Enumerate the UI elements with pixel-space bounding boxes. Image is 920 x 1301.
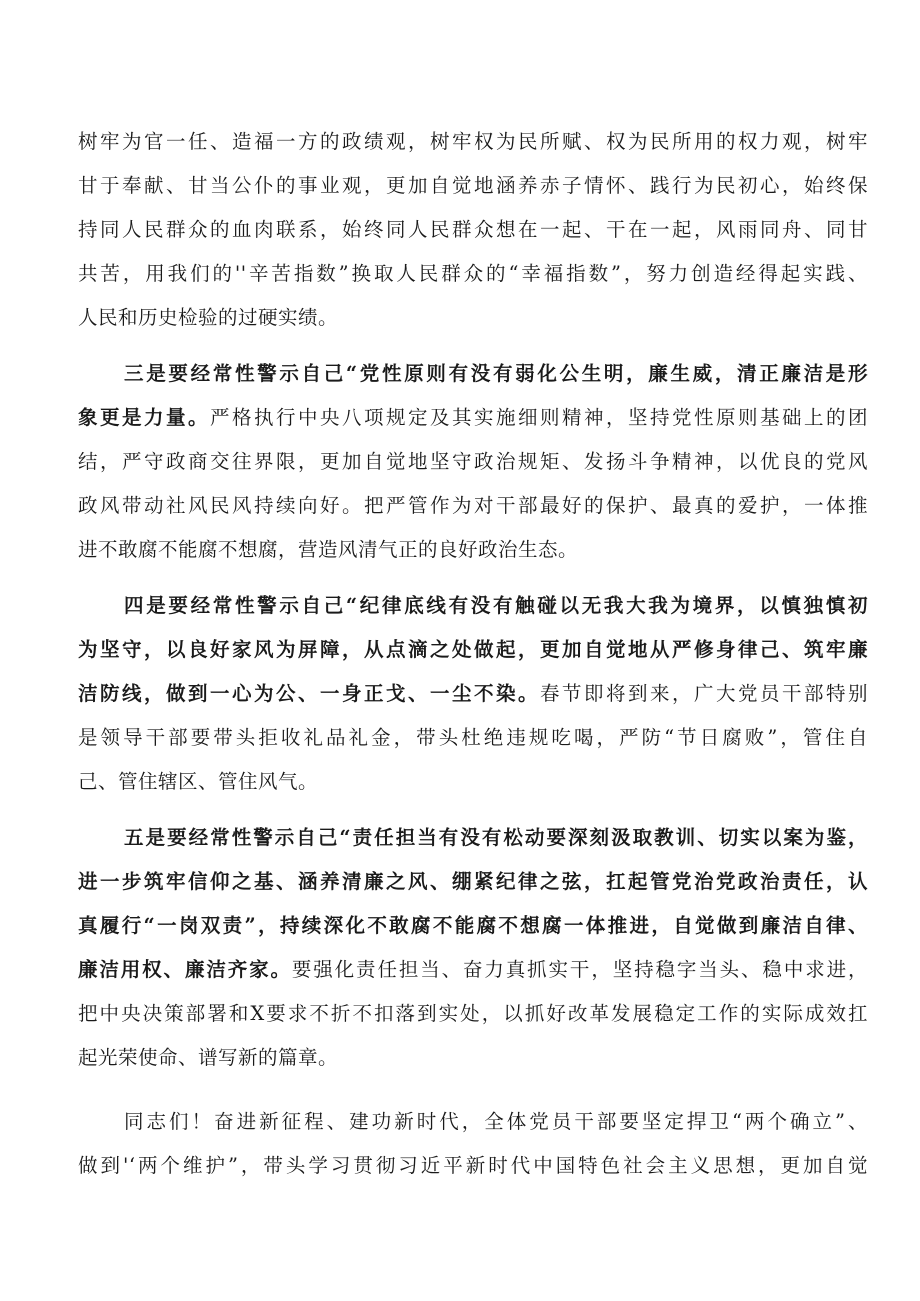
bold-heading-run: 五是要经常性警示自己“责任担当有没有松动要深刻汲取教训、切实以案为鉴， xyxy=(124,826,868,849)
paragraph-line xyxy=(78,296,338,340)
paragraph-line xyxy=(78,396,868,440)
paragraph-line xyxy=(124,816,868,860)
paragraph-line xyxy=(124,352,868,396)
text-run: 春节即将到来，广大党员干部特别 xyxy=(539,682,868,705)
paragraph-line xyxy=(78,528,578,572)
paragraph-line xyxy=(78,716,868,760)
bold-heading-run: 为坚守，以良好家风为屏障，从点滴之处做起，更加自觉地从严修身律己、筑牢廉 xyxy=(78,638,868,661)
paragraph-line xyxy=(124,1100,868,1144)
text-run: 严格执行中央八项规定及其实施细则精神，坚持党性原则基础上的团 xyxy=(210,406,868,429)
text-run: 是领导干部要带头拒收礼品礼金，带头杜绝违规吃喝，严防“节日腐败”，管住自 xyxy=(78,726,868,749)
paragraph-line xyxy=(78,672,868,716)
paragraph-line xyxy=(78,208,868,252)
text-run: 结，严守政商交往界限，更加自觉地坚守政治规矩、发扬斗争精神，以优良的党风 xyxy=(78,450,868,473)
paragraph-line xyxy=(78,440,868,484)
text-run: 人民和历史检验的过硬实绩。 xyxy=(78,306,339,329)
paragraph-line xyxy=(78,860,868,904)
bold-heading-run: 真履行“一岗双责”，持续深化不敢腐不能腐不想腐一体推进，自觉做到廉洁自律、 xyxy=(78,914,868,937)
text-run: 进不敢腐不能腐不想腐，营造风清气正的良好政治生态。 xyxy=(78,538,579,561)
paragraph-line xyxy=(78,120,868,164)
text-run: 同志们！奋进新征程、建功新时代，全体党员干部要坚定捍卫“两个确立”、 xyxy=(124,1110,868,1133)
bold-heading-run: 廉洁用权、廉洁齐家。 xyxy=(78,958,292,981)
text-run: 做到'‘两个维护”，带头学习贯彻习近平新时代中国特色社会主义思想，更加自觉 xyxy=(78,1154,868,1177)
paragraph-line xyxy=(78,948,868,992)
paragraph-line xyxy=(78,1036,338,1080)
paragraph-line xyxy=(78,252,868,296)
bold-heading-run: 四是要经常性警示自己“纪律底线有没有触碰以无我大我为境界，以慎独慎初 xyxy=(124,594,868,617)
paragraph-line xyxy=(78,992,868,1036)
text-run: 己、管住辖区、管住风气。 xyxy=(78,770,319,793)
paragraph-line xyxy=(124,584,868,628)
text-run: 共苦，用我们的''辛苦指数”换取人民群众的“幸福指数”，努力创造经得起实践、 xyxy=(78,262,868,285)
bold-heading-run: 洁防线，做到一心为公、一身正戈、一尘不染。 xyxy=(78,682,540,705)
text-run: 持同人民群众的血肉联系，始终同人民群众想在一起、干在一起，风雨同舟、同甘 xyxy=(78,218,868,241)
text-run: 政风带动社风民风持续向好。把严管作为对干部最好的保护、最真的爱护，一体推 xyxy=(78,494,868,517)
bold-heading-run: 三是要经常性警示自己“党性原则有没有弱化公生明，廉生威，清正廉洁是形 xyxy=(124,362,868,385)
paragraph-line xyxy=(78,760,318,804)
text-run: 把中央决策部署和X要求不折不扣落到实处，以抓好改革发展稳定工作的实际成效扛 xyxy=(78,1002,868,1025)
paragraph-line xyxy=(78,1144,868,1188)
bold-heading-run: 象更是力量。 xyxy=(78,406,210,429)
paragraph-line xyxy=(78,484,868,528)
text-run: 起光荣使命、谱写新的篇章。 xyxy=(78,1046,339,1069)
paragraph-line xyxy=(78,628,868,672)
text-run: 树牢为官一任、造福一方的政绩观，树牢权为民所赋、权为民所用的权力观，树牢 xyxy=(78,130,868,153)
paragraph-line xyxy=(78,164,868,208)
text-run: 要强化责任担当、奋力真抓实干，坚持稳字当头、稳中求进， xyxy=(291,958,868,981)
bold-heading-run: 进一步筑牢信仰之基、涵养清廉之风、绷紧纪律之弦，扛起管党治党政治责任，认 xyxy=(78,870,868,893)
text-run: 甘于奉献、甘当公仆的事业观，更加自觉地涵养赤子情怀、践行为民初心，始终保 xyxy=(78,174,868,197)
paragraph-line xyxy=(78,904,868,948)
